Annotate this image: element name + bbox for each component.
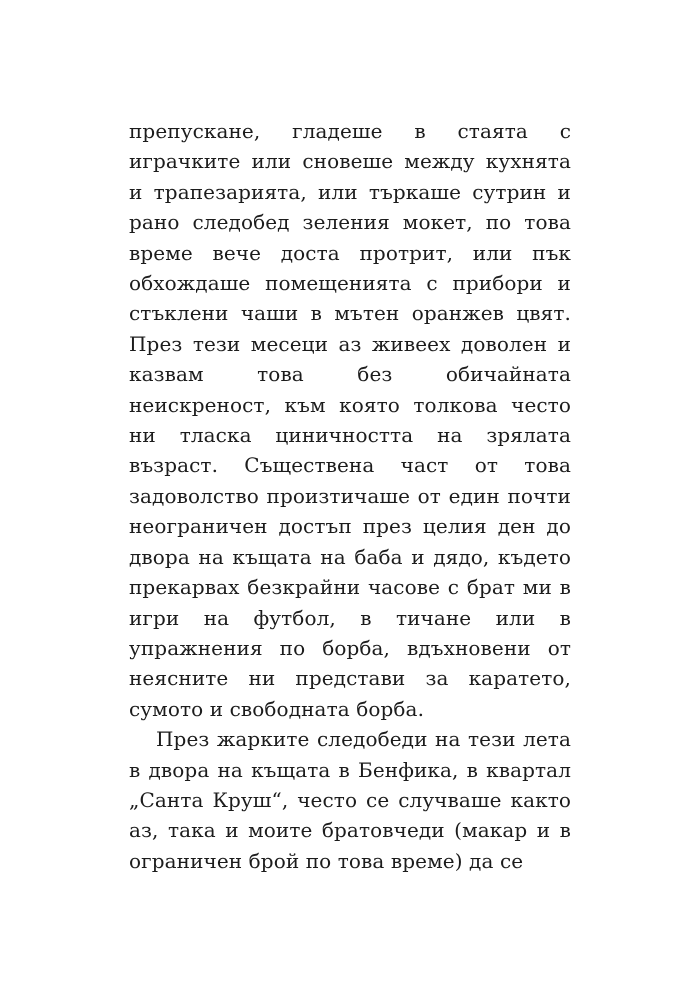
- paragraph-new: През жарките следобеди на тези лета в двора на къщата в Бенфика, в квартал „Санта Круш“, често се случваше както аз, така и моите братовчеди (макар и в ограничен брой по това време) да се: [129, 727, 571, 873]
- body-text: [129, 116, 571, 876]
- paragraph-continued: препускане, гладеше в стаята с играчките или сновеше между кухнята и трапезарията, или търкаше сутрин и рано следобед зеления мокет, по това време вече доста протрит, или пък обхождаше помещенията с прибори и стъклени чаши в мътен оранжев цвят. През тези месеци аз живеех доволен и казвам това без обичайната неискреност, към която толкова често ни тласка циничността на зрялата възраст. Съществена част от това задоволство произтичаше от един почти неограничен достъп през целия ден до двора на къщата на баба и дядо, където прекарвах безкрайни часове с брат ми в игри на футбол, в тичане или в упражнения по борба, вдъхновени от неясните ни представи за каратето, сумото и свободната борба.: [129, 119, 571, 721]
